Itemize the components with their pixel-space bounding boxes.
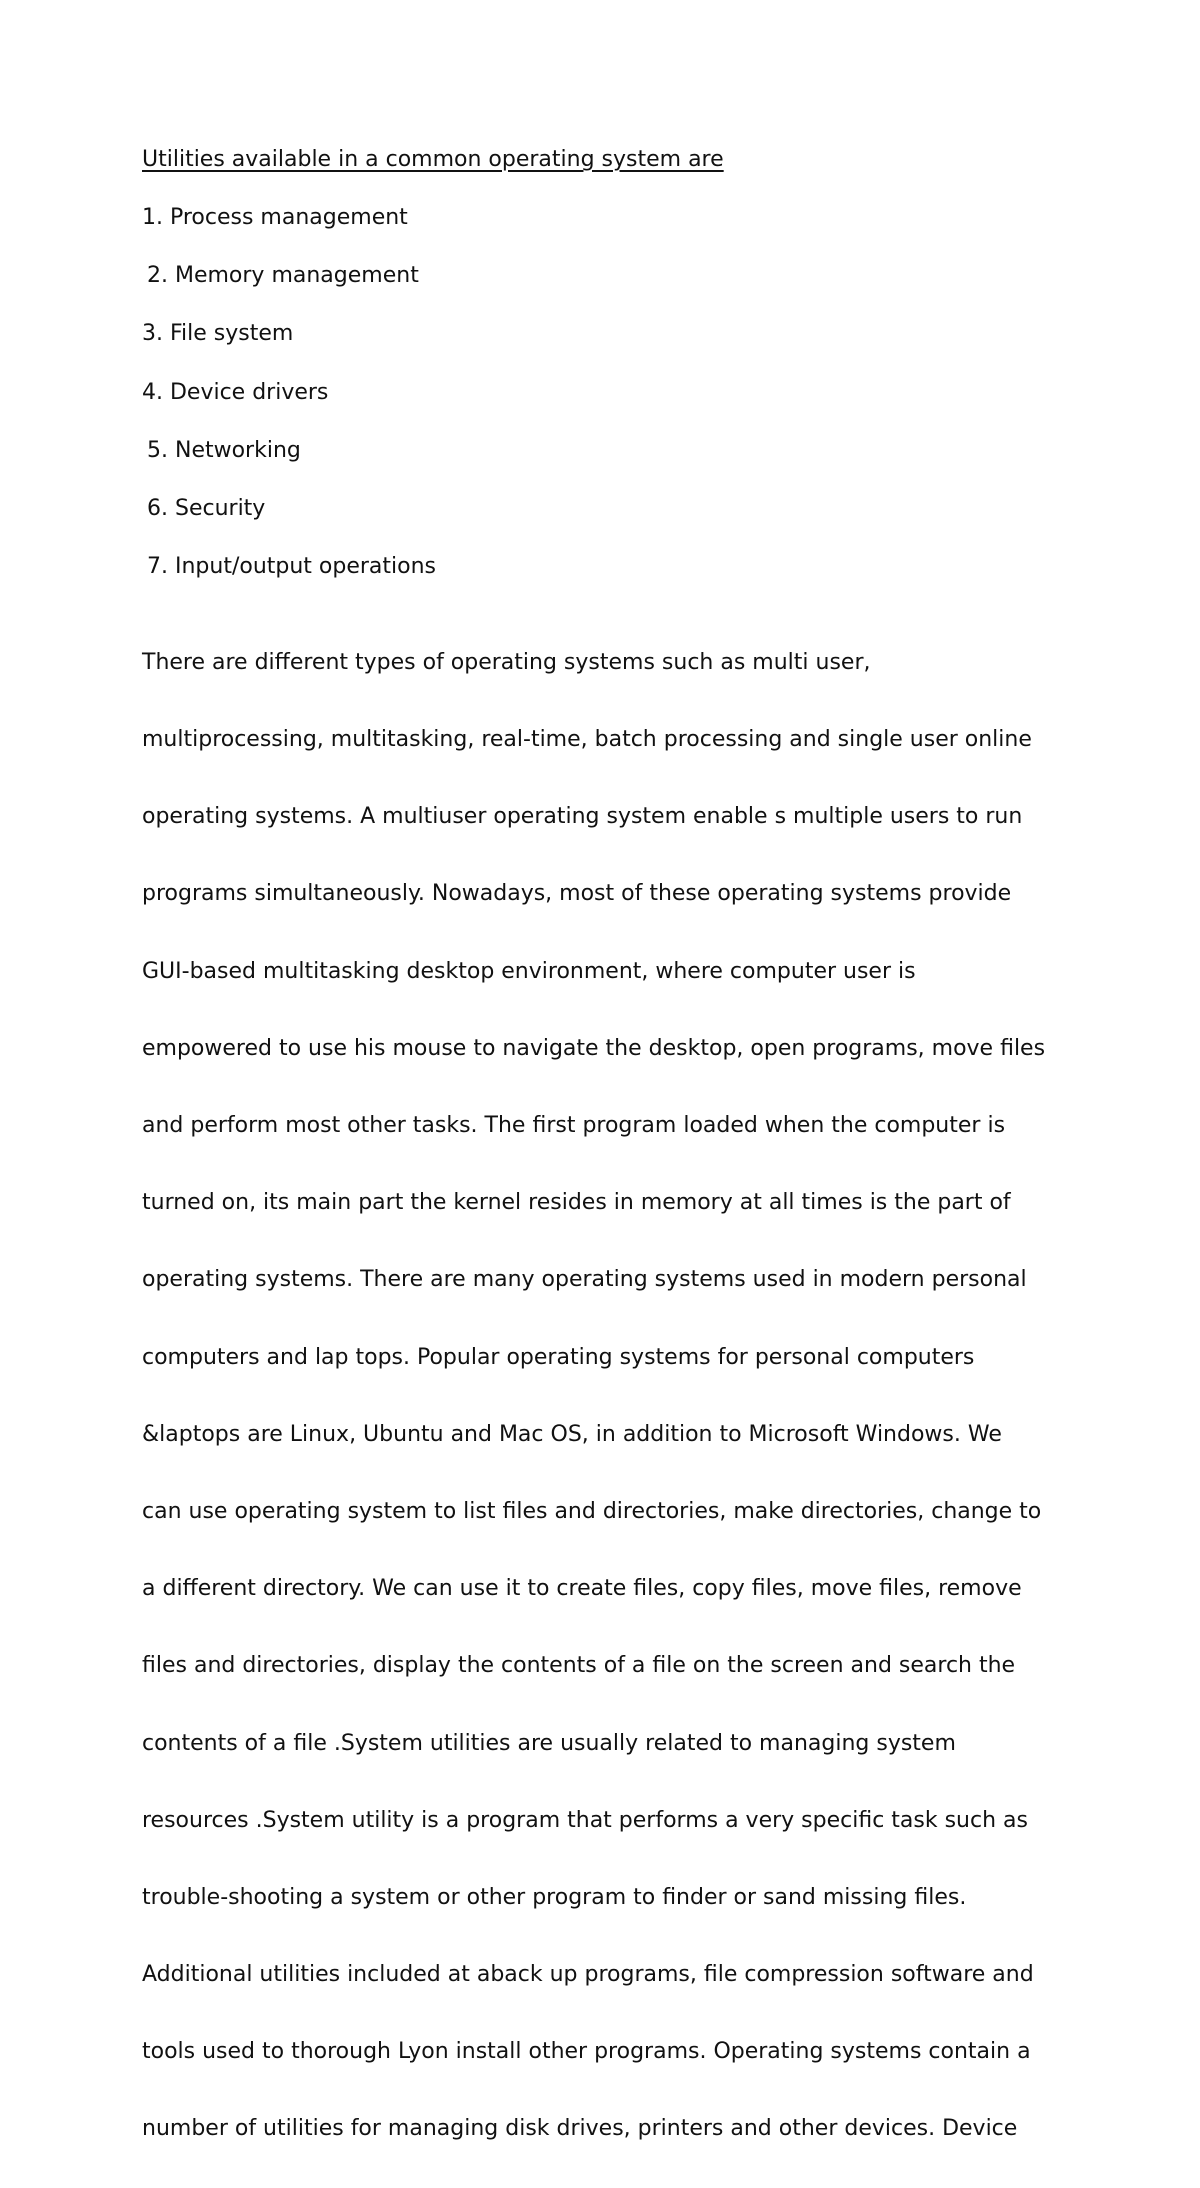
body-line: and perform most other tasks. The first program loaded when the computer is: [142, 1113, 1006, 1139]
list-item: 6. Security: [147, 495, 266, 521]
body-line: number of utilities for managing disk drives, printers and other devices. Device: [142, 2116, 1018, 2142]
body-line: tools used to thorough Lyon install other programs. Operating systems contain a: [142, 2039, 1031, 2065]
utilities-list: [142, 198, 1062, 587]
list-item: 5. Networking: [147, 437, 301, 463]
body-line: operating systems. A multiuser operating system enable s multiple users to run: [142, 804, 1023, 830]
body-line: empowered to use his mouse to navigate the desktop, open programs, move files: [142, 1035, 1046, 1061]
body-line: trouble-shooting a system or other program to finder or sand missing files.: [142, 1884, 967, 1910]
body-line: turned on, its main part the kernel resides in memory at all times is the part of: [142, 1190, 1011, 1216]
body-line: contents of a file .System utilities are usually related to managing system: [142, 1730, 956, 1756]
body-line: operating systems. There are many operating systems used in modern personal: [142, 1267, 1027, 1293]
body-line: There are different types of operating systems such as multi user,: [142, 649, 871, 675]
list-item: 1. Process management: [142, 205, 408, 230]
body-line: a different directory. We can use it to create files, copy files, move files, remove: [142, 1576, 1022, 1602]
list-item: 4. Device drivers: [142, 379, 329, 405]
body-line: files and directories, display the contents of a file on the screen and search the: [142, 1653, 1016, 1679]
body-line: computers and lap tops. Popular operating systems for personal computers: [142, 1344, 975, 1370]
body-line: programs simultaneously. Nowadays, most of these operating systems provide: [142, 881, 1012, 907]
list-item: 7. Input/output operations: [147, 554, 437, 580]
body-paragraph: [142, 605, 1062, 2187]
body-line: can use operating system to list files and directories, make directories, change to: [142, 1498, 1042, 1524]
document-heading: Utilities available in a common operating system are: [142, 147, 724, 172]
body-line: resources .System utility is a program that performs a very specific task such as: [142, 1807, 1028, 1833]
list-item: 3. File system: [142, 321, 294, 347]
body-line: Additional utilities included at aback up programs, file compression software and: [142, 1962, 1034, 1988]
body-line: GUI-based multitasking desktop environment, where computer user is: [142, 958, 916, 984]
list-item: 2. Memory management: [147, 263, 419, 289]
document-content: [142, 140, 1062, 2188]
body-line: multiprocessing, multitasking, real-time, batch processing and single user online: [142, 727, 1032, 753]
body-line: &laptops are Linux, Ubuntu and Mac OS, in addition to Microsoft Windows. We: [142, 1421, 1002, 1447]
